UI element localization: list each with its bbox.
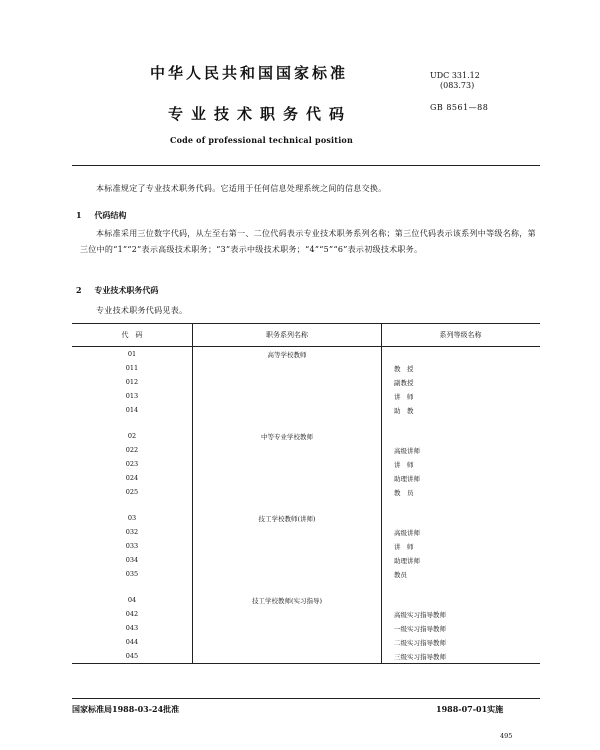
spacer-cell — [72, 581, 193, 593]
code-cell: 024 — [72, 471, 193, 485]
table-row — [72, 375, 540, 389]
table-row — [72, 471, 540, 485]
series-cell — [193, 621, 382, 635]
series-cell: 中等专业学校教师 — [193, 429, 382, 443]
table-row — [72, 403, 540, 417]
level-cell: 助理讲师 — [394, 556, 420, 565]
udc-code — [430, 71, 480, 91]
series-cell — [193, 607, 382, 621]
spacer-cell — [72, 417, 193, 429]
table-row — [72, 567, 540, 581]
code-cell: 011 — [72, 361, 193, 375]
code-cell: 023 — [72, 457, 193, 471]
spacer-cell — [72, 499, 193, 511]
spacer-cell — [382, 499, 541, 511]
level-cell: 教 授 — [394, 364, 414, 373]
level-cell: 二级实习指导教师 — [394, 638, 446, 647]
table-spacer-row — [72, 499, 540, 511]
footer-rule — [72, 698, 540, 699]
level-cell: 讲 师 — [394, 392, 414, 401]
level-cell: 助 教 — [394, 406, 414, 415]
spacer-cell — [193, 581, 382, 593]
level-cell: 三级实习指导教师 — [382, 649, 541, 664]
code-cell: 032 — [72, 525, 193, 539]
document-title: 专业技术职务代码 — [168, 105, 353, 123]
section-2-text: 专业技术职务代码见表。 — [96, 306, 188, 315]
code-cell: 012 — [72, 375, 193, 389]
header-rule — [72, 165, 540, 166]
series-cell — [193, 443, 382, 457]
code-cell: 022 — [72, 443, 193, 457]
table-row — [72, 621, 540, 635]
level-cell: 助理讲师 — [394, 474, 420, 483]
code-cell: 025 — [72, 485, 193, 499]
section-2-title: 专业技术职务代码 — [94, 285, 159, 295]
series-cell: 高等学校教师 — [193, 347, 382, 362]
header-level: 系列等级名称 — [382, 324, 541, 347]
spacer-cell — [193, 417, 382, 429]
level-cell: 讲 师 — [394, 542, 414, 551]
spacer-cell — [382, 581, 541, 593]
table-row — [72, 443, 540, 457]
udc-sub: (083.73) — [440, 81, 475, 90]
table-row — [72, 429, 540, 443]
section-1-heading — [76, 210, 126, 221]
series-cell — [193, 403, 382, 417]
level-cell — [382, 593, 541, 607]
code-cell: 042 — [72, 607, 193, 621]
level-cell — [382, 429, 541, 443]
table-row — [72, 553, 540, 567]
series-cell — [193, 457, 382, 471]
table-row — [72, 389, 540, 403]
series-cell — [193, 553, 382, 567]
code-cell: 045 — [72, 649, 193, 664]
spacer-cell — [193, 499, 382, 511]
level-cell: 讲 师 — [394, 460, 414, 469]
series-cell — [193, 649, 382, 664]
table-body — [72, 347, 540, 664]
intro-paragraph: 本标准规定了专业技术职务代码。它适用于任何信息处理系统之间的信息交换。 — [96, 184, 387, 193]
code-cell: 014 — [72, 403, 193, 417]
series-cell: 技工学校教师(讲师) — [193, 511, 382, 525]
effective-date: 1988-07-01实施 — [436, 704, 504, 714]
code-cell: 034 — [72, 553, 193, 567]
header-series: 职务系列名称 — [193, 324, 382, 347]
table-row — [72, 361, 540, 375]
code-cell: 044 — [72, 635, 193, 649]
approval-note: 国家标准局1988-03-24批准 — [72, 704, 180, 714]
series-cell — [193, 539, 382, 553]
table-row — [72, 485, 540, 499]
section-1-title: 代码结构 — [94, 210, 127, 220]
table-spacer-row — [72, 417, 540, 429]
table-row — [72, 347, 540, 362]
table-row — [72, 593, 540, 607]
level-cell: 高级实习指导教师 — [394, 610, 446, 619]
series-cell — [193, 361, 382, 375]
section-2-number: 2 — [76, 285, 82, 295]
level-cell: 副教授 — [394, 378, 414, 387]
code-cell: 04 — [72, 593, 193, 607]
level-cell: 教 员 — [394, 488, 414, 497]
level-cell: 教员 — [394, 570, 407, 579]
level-cell: 高级讲师 — [394, 528, 420, 537]
series-cell: 技工学校教师(实习指导) — [193, 593, 382, 607]
code-cell: 033 — [72, 539, 193, 553]
series-cell — [193, 375, 382, 389]
page-number: 495 — [500, 732, 513, 740]
table-row — [72, 457, 540, 471]
series-cell — [193, 567, 382, 581]
table-row — [72, 649, 540, 664]
series-cell — [193, 635, 382, 649]
level-cell — [382, 511, 541, 525]
table-row — [72, 607, 540, 621]
series-cell — [193, 525, 382, 539]
english-title: Code of professional technical position — [170, 135, 353, 145]
spacer-cell — [382, 417, 541, 429]
table-row — [72, 525, 540, 539]
gb-number: GB 8561—88 — [430, 103, 489, 112]
level-cell: 一级实习指导教师 — [394, 624, 446, 633]
code-cell: 043 — [72, 621, 193, 635]
section-1-number: 1 — [76, 210, 82, 220]
table-header-row — [72, 324, 540, 347]
code-cell: 01 — [72, 347, 193, 362]
section-1-text: 本标准采用三位数字代码，从左至右第一、二位代码表示专业技术职务系列名称；第三位代码表示该系列中等级名称，第三位中的“1”“2”表示高级技术职务；“3”表示中级技术职务；“4”“5”“6”表示初级技术职务。 — [80, 229, 536, 254]
code-cell: 013 — [72, 389, 193, 403]
code-cell: 03 — [72, 511, 193, 525]
code-cell: 02 — [72, 429, 193, 443]
section-2-heading — [76, 285, 158, 296]
series-cell — [193, 389, 382, 403]
table-row — [72, 539, 540, 553]
table-spacer-row — [72, 581, 540, 593]
table-row — [72, 511, 540, 525]
code-cell: 035 — [72, 567, 193, 581]
level-cell — [382, 347, 541, 362]
series-cell — [193, 485, 382, 499]
position-code-table — [72, 323, 540, 664]
header-code: 代 码 — [72, 324, 193, 347]
series-cell — [193, 471, 382, 485]
table-row — [72, 635, 540, 649]
udc-main: UDC 331.12 — [430, 71, 480, 80]
level-cell: 高级讲师 — [394, 446, 420, 455]
standard-title: 中华人民共和国国家标准 — [150, 64, 349, 82]
